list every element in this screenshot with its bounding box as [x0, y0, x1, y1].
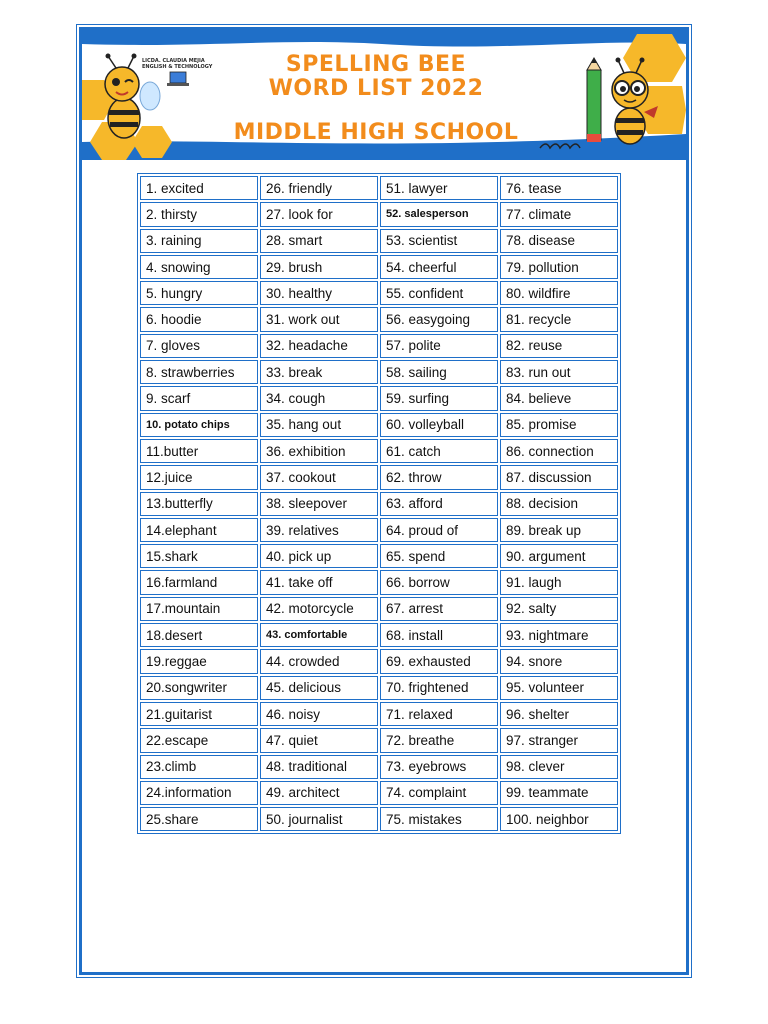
word-cell: 38. sleepover [260, 492, 378, 516]
word-cell: 48. traditional [260, 755, 378, 779]
word-cell: 15.shark [140, 544, 258, 568]
word-cell: 99. teammate [500, 781, 618, 805]
word-cell: 56. easygoing [380, 307, 498, 331]
word-cell: 22.escape [140, 728, 258, 752]
table-row [140, 728, 618, 752]
word-cell: 49. architect [260, 781, 378, 805]
word-cell: 14.elephant [140, 518, 258, 542]
word-cell: 52. salesperson [380, 202, 498, 226]
word-cell: 21.guitarist [140, 702, 258, 726]
word-cell: 79. pollution [500, 255, 618, 279]
word-cell: 82. reuse [500, 334, 618, 358]
word-cell: 96. shelter [500, 702, 618, 726]
word-cell: 90. argument [500, 544, 618, 568]
word-cell: 59. surfing [380, 386, 498, 410]
word-cell: 47. quiet [260, 728, 378, 752]
word-cell: 81. recycle [500, 307, 618, 331]
word-cell: 93. nightmare [500, 623, 618, 647]
word-cell: 5. hungry [140, 281, 258, 305]
word-cell: 35. hang out [260, 413, 378, 437]
word-cell: 94. snore [500, 649, 618, 673]
word-cell: 37. cookout [260, 465, 378, 489]
table-row [140, 702, 618, 726]
word-cell: 92. salty [500, 597, 618, 621]
table-row [140, 518, 618, 542]
teacher-name: LICDA. CLAUDIA MEJIA [142, 58, 205, 64]
word-cell: 42. motorcycle [260, 597, 378, 621]
word-cell: 30. healthy [260, 281, 378, 305]
word-cell: 10. potato chips [140, 413, 258, 437]
header-banner [82, 30, 686, 160]
word-cell: 55. confident [380, 281, 498, 305]
title-line-1: SPELLING BEE [285, 52, 467, 77]
word-cell: 60. volleyball [380, 413, 498, 437]
word-cell: 19.reggae [140, 649, 258, 673]
word-cell: 18.desert [140, 623, 258, 647]
page-frame [79, 27, 689, 975]
word-cell: 33. break [260, 360, 378, 384]
word-cell: 28. smart [260, 229, 378, 253]
word-cell: 7. gloves [140, 334, 258, 358]
word-cell: 97. stranger [500, 728, 618, 752]
word-cell: 86. connection [500, 439, 618, 463]
word-cell: 72. breathe [380, 728, 498, 752]
word-cell: 83. run out [500, 360, 618, 384]
word-cell: 23.climb [140, 755, 258, 779]
table-row [140, 176, 618, 200]
word-cell: 75. mistakes [380, 807, 498, 831]
word-cell: 53. scientist [380, 229, 498, 253]
word-cell: 25.share [140, 807, 258, 831]
word-cell: 24.information [140, 781, 258, 805]
word-cell: 8. strawberries [140, 360, 258, 384]
word-cell: 1. excited [140, 176, 258, 200]
word-cell: 66. borrow [380, 570, 498, 594]
word-cell: 46. noisy [260, 702, 378, 726]
word-list-table [137, 173, 621, 834]
table-row [140, 544, 618, 568]
word-cell: 73. eyebrows [380, 755, 498, 779]
word-cell: 58. sailing [380, 360, 498, 384]
table-row [140, 281, 618, 305]
word-cell: 16.farmland [140, 570, 258, 594]
word-cell: 27. look for [260, 202, 378, 226]
title-line-2: WORD LIST 2022 [268, 76, 484, 101]
word-cell: 17.mountain [140, 597, 258, 621]
table-row [140, 623, 618, 647]
word-cell: 12.juice [140, 465, 258, 489]
word-cell: 76. tease [500, 176, 618, 200]
word-cell: 51. lawyer [380, 176, 498, 200]
word-cell: 67. arrest [380, 597, 498, 621]
table-row [140, 413, 618, 437]
word-cell: 26. friendly [260, 176, 378, 200]
word-cell: 61. catch [380, 439, 498, 463]
table-row [140, 570, 618, 594]
word-cell: 87. discussion [500, 465, 618, 489]
word-cell: 32. headache [260, 334, 378, 358]
table-row [140, 676, 618, 700]
word-cell: 36. exhibition [260, 439, 378, 463]
word-cell: 4. snowing [140, 255, 258, 279]
word-cell: 50. journalist [260, 807, 378, 831]
word-cell: 100. neighbor [500, 807, 618, 831]
word-cell: 89. break up [500, 518, 618, 542]
word-cell: 91. laugh [500, 570, 618, 594]
table-row [140, 807, 618, 831]
word-cell: 34. cough [260, 386, 378, 410]
word-cell: 69. exhausted [380, 649, 498, 673]
word-cell: 29. brush [260, 255, 378, 279]
word-cell: 84. believe [500, 386, 618, 410]
table-row [140, 597, 618, 621]
word-cell: 64. proud of [380, 518, 498, 542]
word-cell: 39. relatives [260, 518, 378, 542]
word-cell: 78. disease [500, 229, 618, 253]
table-row [140, 781, 618, 805]
table-row [140, 465, 618, 489]
table-row [140, 360, 618, 384]
word-cell: 6. hoodie [140, 307, 258, 331]
table-row [140, 202, 618, 226]
word-list-body [140, 176, 618, 831]
word-cell: 74. complaint [380, 781, 498, 805]
word-cell: 77. climate [500, 202, 618, 226]
word-cell: 44. crowded [260, 649, 378, 673]
word-cell: 80. wildfire [500, 281, 618, 305]
table-row [140, 255, 618, 279]
table-row [140, 229, 618, 253]
word-cell: 95. volunteer [500, 676, 618, 700]
table-row [140, 307, 618, 331]
table-row [140, 755, 618, 779]
word-cell: 2. thirsty [140, 202, 258, 226]
word-cell: 40. pick up [260, 544, 378, 568]
table-row [140, 649, 618, 673]
word-cell: 13.butterfly [140, 492, 258, 516]
word-cell: 68. install [380, 623, 498, 647]
word-cell: 11.butter [140, 439, 258, 463]
table-row [140, 386, 618, 410]
word-cell: 3. raining [140, 229, 258, 253]
word-cell: 85. promise [500, 413, 618, 437]
title-line-3: MIDDLE HIGH SCHOOL [233, 120, 519, 145]
word-cell: 43. comfortable [260, 623, 378, 647]
word-cell: 70. frightened [380, 676, 498, 700]
word-cell: 88. decision [500, 492, 618, 516]
word-cell: 41. take off [260, 570, 378, 594]
word-cell: 98. clever [500, 755, 618, 779]
word-cell: 54. cheerful [380, 255, 498, 279]
word-cell: 65. spend [380, 544, 498, 568]
word-cell: 45. delicious [260, 676, 378, 700]
word-cell: 31. work out [260, 307, 378, 331]
table-row [140, 439, 618, 463]
word-cell: 57. polite [380, 334, 498, 358]
word-cell: 9. scarf [140, 386, 258, 410]
word-cell: 62. throw [380, 465, 498, 489]
word-cell: 71. relaxed [380, 702, 498, 726]
table-row [140, 492, 618, 516]
teacher-subject: ENGLISH & TECHNOLOGY [142, 64, 213, 70]
word-cell: 20.songwriter [140, 676, 258, 700]
table-row [140, 334, 618, 358]
word-cell: 63. afford [380, 492, 498, 516]
